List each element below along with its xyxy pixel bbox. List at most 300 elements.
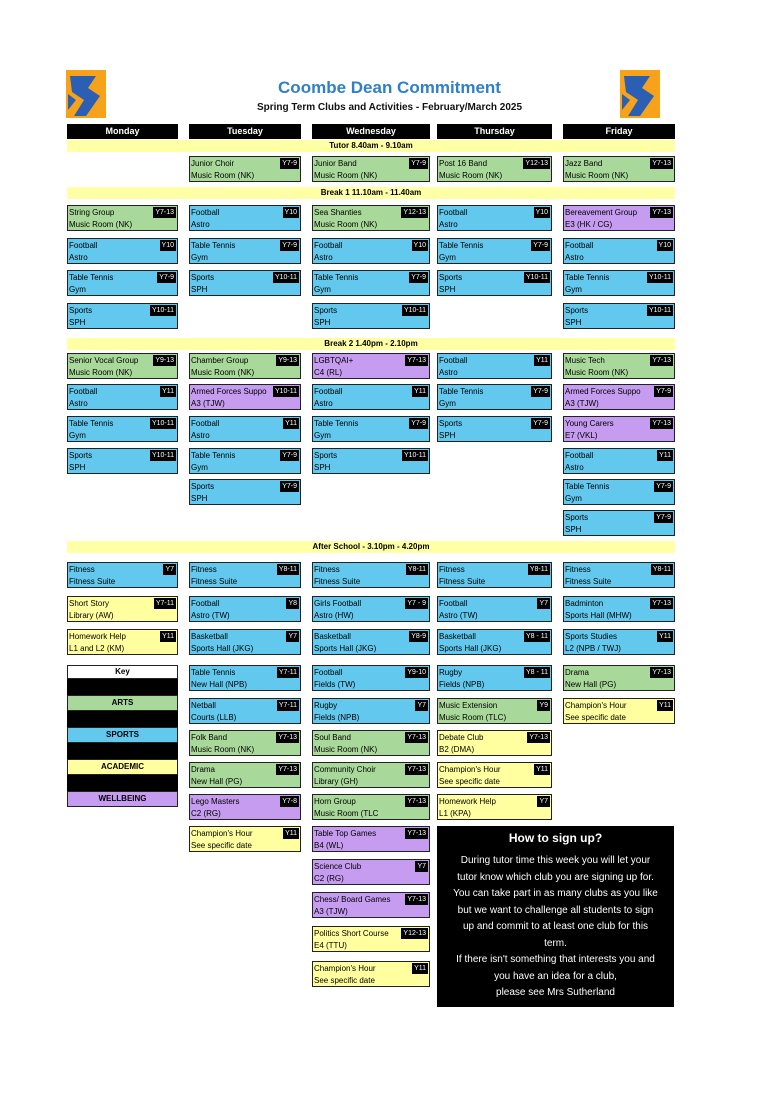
club-name: Sports xyxy=(69,306,93,315)
club-card xyxy=(312,826,430,852)
club-name: Post 16 Band xyxy=(439,159,488,168)
club-year-badge: Y7-9 xyxy=(533,420,548,427)
club-year-badge: Y10-11 xyxy=(151,452,174,459)
club-location: Astro xyxy=(69,253,88,262)
club-location: Astro xyxy=(314,253,333,262)
club-location: Gym xyxy=(565,494,582,503)
club-name: Table Top Games xyxy=(314,829,377,838)
club-card xyxy=(437,238,552,264)
club-name: Drama xyxy=(565,668,590,677)
club-year-badge: Y7-9 xyxy=(411,274,426,281)
club-card xyxy=(67,562,178,588)
club-year-badge: Y8 - 11 xyxy=(525,633,548,640)
club-location: Astro xyxy=(314,399,333,408)
club-card xyxy=(312,448,430,474)
club-year-badge: Y7 xyxy=(539,798,548,805)
club-card xyxy=(67,353,178,379)
club-name: Sports xyxy=(439,273,463,282)
club-name: Table Tennis xyxy=(314,419,359,428)
club-name: Fitness xyxy=(439,565,465,574)
club-card xyxy=(563,384,675,410)
club-location: Sports Hall (MHW) xyxy=(565,611,632,620)
club-card xyxy=(437,353,552,379)
club-card xyxy=(312,416,430,442)
club-year-badge: Y8 - 11 xyxy=(525,669,548,676)
club-name: Fitness xyxy=(565,565,591,574)
signup-line: You can take part in as many clubs as you like xyxy=(453,888,658,899)
club-name: Community Choir xyxy=(314,765,376,774)
club-name: Basketball xyxy=(191,632,228,641)
club-location: Astro xyxy=(69,399,88,408)
club-location: Music Room (NK) xyxy=(191,171,255,180)
club-year-badge: Y7-13 xyxy=(407,830,426,837)
club-name: Football xyxy=(314,387,343,396)
club-name: Football xyxy=(439,356,468,365)
club-card xyxy=(312,762,430,788)
club-location: Courts (LLB) xyxy=(191,713,237,722)
club-location: Sports Hall (JKG) xyxy=(191,644,254,653)
club-location: C2 (RG) xyxy=(314,874,344,883)
club-name: Debate Club xyxy=(439,733,484,742)
club-name: Champion's Hour xyxy=(439,765,501,774)
club-card xyxy=(563,562,675,588)
key-sports: SPORTS xyxy=(67,727,178,743)
club-year-badge: Y10-11 xyxy=(648,274,671,281)
club-location: New Hall (NPB) xyxy=(191,680,248,689)
club-year-badge: Y11 xyxy=(162,633,174,640)
club-location: Music Room (NK) xyxy=(191,745,255,754)
session-tutor: Tutor 8.40am - 9.10am xyxy=(67,140,675,152)
club-card xyxy=(189,762,301,788)
club-name: Sports xyxy=(439,419,463,428)
club-name: Sports xyxy=(565,306,589,315)
club-year-badge: Y7 xyxy=(165,566,174,573)
club-name: Basketball xyxy=(439,632,476,641)
club-location: C4 (RL) xyxy=(314,368,343,377)
club-year-badge: Y7-13 xyxy=(652,420,671,427)
signup-line: you have an idea for a club, xyxy=(494,970,617,982)
club-card xyxy=(312,270,430,296)
club-location: Music Room (TLC) xyxy=(439,713,507,722)
club-location: E3 (HK / CG) xyxy=(565,220,613,229)
club-location: Library (GH) xyxy=(314,777,359,786)
club-year-badge: Y7-9 xyxy=(282,242,297,249)
club-card xyxy=(67,270,178,296)
club-year-badge: Y11 xyxy=(285,830,297,837)
club-name: Junior Choir xyxy=(191,159,235,168)
club-card xyxy=(563,629,675,655)
club-year-badge: Y7-13 xyxy=(652,600,671,607)
day-header-tuesday: Tuesday xyxy=(189,124,301,139)
club-location: Fitness Suite xyxy=(565,577,612,586)
club-card xyxy=(312,384,430,410)
club-name: Politics Short Course xyxy=(314,929,389,938)
club-name: Sports xyxy=(69,451,93,460)
club-name: Bereavement Group xyxy=(565,208,638,217)
club-location: Music Room (NK) xyxy=(314,745,378,754)
club-location: Astro (TW) xyxy=(191,611,230,620)
club-card xyxy=(437,730,552,756)
club-year-badge: Y10 xyxy=(413,242,426,249)
club-year-badge: Y7-13 xyxy=(278,734,297,741)
club-year-badge: Y11 xyxy=(536,766,548,773)
club-location: A3 (TJW) xyxy=(565,399,599,408)
signup-line: If there isn't something that interests you and xyxy=(456,954,655,965)
club-name: Homework Help xyxy=(69,632,126,641)
club-location: Fields (TW) xyxy=(314,680,356,689)
club-location: Music Room (NK) xyxy=(565,368,629,377)
club-card xyxy=(563,698,675,724)
club-card xyxy=(312,730,430,756)
club-card xyxy=(189,698,301,724)
club-name: Armed Forces Suppo xyxy=(191,387,267,396)
club-year-badge: Y8-11 xyxy=(529,566,548,573)
club-card xyxy=(189,562,301,588)
club-name: Football xyxy=(191,599,220,608)
club-location: SPH xyxy=(565,318,582,327)
signup-line: please see Mrs Sutherland xyxy=(496,987,615,998)
club-name: Sports xyxy=(191,273,215,282)
club-card xyxy=(312,629,430,655)
club-card xyxy=(563,270,675,296)
club-year-badge: Y11 xyxy=(659,452,671,459)
club-card xyxy=(67,596,178,622)
club-year-badge: Y11 xyxy=(659,702,671,709)
club-year-badge: Y10-11 xyxy=(648,307,671,314)
club-year-badge: Y12-13 xyxy=(403,930,426,937)
session-after-school: After School - 3.10pm - 4.20pm xyxy=(67,541,675,553)
club-year-badge: Y10-11 xyxy=(403,307,426,314)
club-name: Champion's Hour xyxy=(314,964,376,973)
club-card xyxy=(312,794,430,820)
club-location: SPH xyxy=(191,285,208,294)
club-year-badge: Y11 xyxy=(659,633,671,640)
club-location: Music Room (NK) xyxy=(565,171,629,180)
club-card xyxy=(189,384,301,410)
club-location: E7 (VKL) xyxy=(565,431,598,440)
club-card xyxy=(437,270,552,296)
club-year-badge: Y11 xyxy=(414,965,426,972)
club-name: Rugby xyxy=(439,668,463,677)
club-card xyxy=(312,303,430,329)
club-name: Sports xyxy=(565,513,589,522)
club-card xyxy=(563,353,675,379)
club-name: Jazz Band xyxy=(565,159,603,168)
club-card xyxy=(563,479,675,505)
club-card xyxy=(189,270,301,296)
club-card xyxy=(312,205,430,231)
club-name: Drama xyxy=(191,765,216,774)
club-location: L1 and L2 (KM) xyxy=(69,644,125,653)
club-card xyxy=(563,303,675,329)
club-card xyxy=(312,156,430,182)
club-card xyxy=(189,479,301,505)
club-year-badge: Y7-9 xyxy=(411,160,426,167)
club-location: C2 (RG) xyxy=(191,809,221,818)
club-year-badge: Y7-9 xyxy=(282,160,297,167)
club-location: SPH xyxy=(69,318,86,327)
club-location: Music Room (NK) xyxy=(314,220,378,229)
club-location: Astro xyxy=(191,431,210,440)
club-name: Soul Band xyxy=(314,733,351,742)
club-card xyxy=(189,353,301,379)
club-name: Table Tennis xyxy=(565,482,610,491)
club-year-badge: Y10-11 xyxy=(151,420,174,427)
club-year-badge: Y8 xyxy=(288,600,297,607)
club-name: Table Tennis xyxy=(191,668,236,677)
key-divider xyxy=(67,679,178,695)
club-location: Astro xyxy=(565,463,584,472)
club-card xyxy=(67,205,178,231)
club-card xyxy=(189,665,301,691)
club-card xyxy=(563,596,675,622)
club-card xyxy=(189,205,301,231)
club-card xyxy=(312,665,430,691)
club-location: Fields (NPB) xyxy=(314,713,360,722)
club-year-badge: Y7 - 9 xyxy=(407,600,426,607)
club-name: Sports Studies xyxy=(565,632,618,641)
club-name: Sports xyxy=(314,451,338,460)
club-name: Football xyxy=(69,241,98,250)
club-name: Table Tennis xyxy=(69,273,114,282)
club-name: Sports xyxy=(191,482,215,491)
club-location: SPH xyxy=(314,318,331,327)
club-year-badge: Y8-11 xyxy=(278,566,297,573)
club-year-badge: Y7-13 xyxy=(407,766,426,773)
club-year-badge: Y7-9 xyxy=(656,514,671,521)
club-card xyxy=(563,416,675,442)
club-card xyxy=(189,629,301,655)
club-location: SPH xyxy=(565,525,582,534)
club-year-badge: Y11 xyxy=(162,388,174,395)
club-name: Football xyxy=(439,208,468,217)
club-name: Table Tennis xyxy=(565,273,610,282)
club-year-badge: Y7-13 xyxy=(652,669,671,676)
club-name: Football xyxy=(314,241,343,250)
session-break2: Break 2 1.40pm - 2.10pm xyxy=(67,338,675,350)
day-header-wednesday: Wednesday xyxy=(312,124,430,139)
club-location: B4 (WL) xyxy=(314,841,344,850)
club-card xyxy=(437,794,552,820)
key-arts: ARTS xyxy=(67,695,178,711)
club-year-badge: Y7 xyxy=(417,702,426,709)
club-card xyxy=(67,303,178,329)
day-header-friday: Friday xyxy=(563,124,675,139)
club-year-badge: Y9-13 xyxy=(278,357,297,364)
key-academic: ACADEMIC xyxy=(67,759,178,775)
club-card xyxy=(67,448,178,474)
club-year-badge: Y9-13 xyxy=(155,357,174,364)
club-year-badge: Y7-13 xyxy=(407,798,426,805)
signup-line: tutor know which club you are signing up for. xyxy=(457,871,654,883)
club-year-badge: Y9 xyxy=(539,702,548,709)
club-name: Table Tennis xyxy=(69,419,114,428)
day-header-thursday: Thursday xyxy=(437,124,552,139)
club-name: Football xyxy=(439,599,468,608)
club-name: Fitness xyxy=(314,565,340,574)
club-name: String Group xyxy=(69,208,115,217)
club-year-badge: Y8-11 xyxy=(407,566,426,573)
club-name: Folk Band xyxy=(191,733,228,742)
club-card xyxy=(189,596,301,622)
club-location: A3 (TJW) xyxy=(191,399,225,408)
club-name: Armed Forces Suppo xyxy=(565,387,641,396)
club-card xyxy=(189,730,301,756)
club-location: Gym xyxy=(69,431,86,440)
club-location: Fitness Suite xyxy=(191,577,238,586)
club-name: Homework Help xyxy=(439,797,496,806)
club-card xyxy=(437,762,552,788)
club-location: L1 (KPA) xyxy=(439,809,471,818)
club-year-badge: Y7-11 xyxy=(278,669,297,676)
club-location: Music Room (NK) xyxy=(69,368,133,377)
club-year-badge: Y10-11 xyxy=(403,452,426,459)
club-name: Badminton xyxy=(565,599,604,608)
club-location: SPH xyxy=(314,463,331,472)
club-card xyxy=(437,698,552,724)
club-year-badge: Y10 xyxy=(284,209,297,216)
club-location: Fitness Suite xyxy=(314,577,361,586)
club-year-badge: Y7-11 xyxy=(278,702,297,709)
club-card xyxy=(189,238,301,264)
club-name: Young Carers xyxy=(565,419,614,428)
club-location: New Hall (PG) xyxy=(565,680,617,689)
club-card xyxy=(312,596,430,622)
club-name: Science Club xyxy=(314,862,362,871)
club-location: A3 (TJW) xyxy=(314,907,348,916)
club-name: Fitness xyxy=(69,565,95,574)
club-location: Astro xyxy=(439,368,458,377)
club-name: Football xyxy=(191,208,220,217)
club-year-badge: Y10-11 xyxy=(151,307,174,314)
day-header-monday: Monday xyxy=(67,124,178,139)
club-location: Music Room (TLC xyxy=(314,809,379,818)
signup-heading: How to sign up? xyxy=(508,831,603,845)
signup-line: During tutor time this week you will let your xyxy=(460,855,651,866)
club-year-badge: Y7-11 xyxy=(155,600,174,607)
club-card xyxy=(189,416,301,442)
club-year-badge: Y9-10 xyxy=(407,669,426,676)
club-name: Football xyxy=(69,387,98,396)
club-location: SPH xyxy=(69,463,86,472)
club-card xyxy=(312,892,430,918)
club-location: Music Room (NK) xyxy=(314,171,378,180)
signup-info-panel xyxy=(437,826,674,1007)
club-location: Gym xyxy=(191,463,208,472)
club-location: Gym xyxy=(191,253,208,262)
club-location: SPH xyxy=(439,285,456,294)
club-year-badge: Y11 xyxy=(414,388,426,395)
club-location: Astro xyxy=(191,220,210,229)
club-card xyxy=(312,961,430,987)
club-year-badge: Y7-13 xyxy=(652,209,671,216)
club-year-badge: Y7-8 xyxy=(282,798,297,805)
page-title: Coombe Dean Commitment xyxy=(278,78,501,97)
club-year-badge: Y7-13 xyxy=(278,766,297,773)
club-name: Table Tennis xyxy=(314,273,359,282)
club-year-badge: Y10-11 xyxy=(525,274,548,281)
club-year-badge: Y12-13 xyxy=(525,160,548,167)
club-location: Gym xyxy=(314,285,331,294)
club-name: Table Tennis xyxy=(439,387,484,396)
club-card xyxy=(312,926,430,952)
club-name: Football xyxy=(565,241,594,250)
club-card xyxy=(312,562,430,588)
club-year-badge: Y10-11 xyxy=(274,274,297,281)
club-card xyxy=(189,448,301,474)
club-year-badge: Y7-13 xyxy=(155,209,174,216)
club-year-badge: Y10 xyxy=(535,209,548,216)
key-title: Key xyxy=(67,665,178,679)
club-year-badge: Y7-13 xyxy=(529,734,548,741)
club-name: Table Tennis xyxy=(439,241,484,250)
signup-line: but we want to challenge all students to sign xyxy=(457,904,654,916)
club-name: Sea Shanties xyxy=(314,208,362,217)
club-name: Short Story xyxy=(69,599,110,608)
club-location: Gym xyxy=(314,431,331,440)
club-year-badge: Y10-11 xyxy=(274,388,297,395)
club-year-badge: Y7-9 xyxy=(656,388,671,395)
club-location: Gym xyxy=(69,285,86,294)
club-location: Library (AW) xyxy=(69,611,114,620)
club-name: Sports xyxy=(314,306,338,315)
club-location: Astro xyxy=(439,220,458,229)
club-year-badge: Y10 xyxy=(161,242,174,249)
club-name: Junior Band xyxy=(314,159,357,168)
club-name: Table Tennis xyxy=(191,451,236,460)
club-card xyxy=(189,156,301,182)
club-location: E4 (TTU) xyxy=(314,941,347,950)
club-name: Football xyxy=(191,419,220,428)
club-year-badge: Y8-11 xyxy=(652,566,671,573)
club-year-badge: Y7-13 xyxy=(407,357,426,364)
club-location: Fitness Suite xyxy=(69,577,116,586)
club-location: See specific date xyxy=(439,777,500,786)
club-location: See specific date xyxy=(314,976,375,985)
club-name: Champion's Hour xyxy=(191,829,253,838)
club-location: L2 (NPB / TWJ) xyxy=(565,644,621,653)
club-location: See specific date xyxy=(565,713,626,722)
club-card xyxy=(189,794,301,820)
club-location: Sports Hall (JKG) xyxy=(439,644,502,653)
club-card xyxy=(437,156,552,182)
club-card xyxy=(437,562,552,588)
club-year-badge: Y7-9 xyxy=(282,483,297,490)
club-year-badge: Y11 xyxy=(285,420,297,427)
club-year-badge: Y7-9 xyxy=(656,483,671,490)
key-divider xyxy=(67,775,178,791)
club-year-badge: Y7 xyxy=(288,633,297,640)
club-name: Lego Masters xyxy=(191,797,240,806)
club-card xyxy=(189,826,301,852)
page-subtitle: Spring Term Clubs and Activities - February/March 2025 xyxy=(256,102,523,113)
club-card xyxy=(437,416,552,442)
club-card xyxy=(437,596,552,622)
club-year-badge: Y7-9 xyxy=(282,452,297,459)
club-location: Music Room (NK) xyxy=(439,171,503,180)
club-name: Girls Football xyxy=(314,599,362,608)
club-card xyxy=(437,665,552,691)
club-year-badge: Y7-9 xyxy=(411,420,426,427)
club-name: Basketball xyxy=(314,632,351,641)
key-divider xyxy=(67,743,178,759)
club-card xyxy=(563,510,675,536)
club-card xyxy=(563,156,675,182)
club-card xyxy=(67,238,178,264)
club-location: Gym xyxy=(439,399,456,408)
club-location: Music Room (NK) xyxy=(69,220,133,229)
club-location: Fields (NPB) xyxy=(439,680,485,689)
